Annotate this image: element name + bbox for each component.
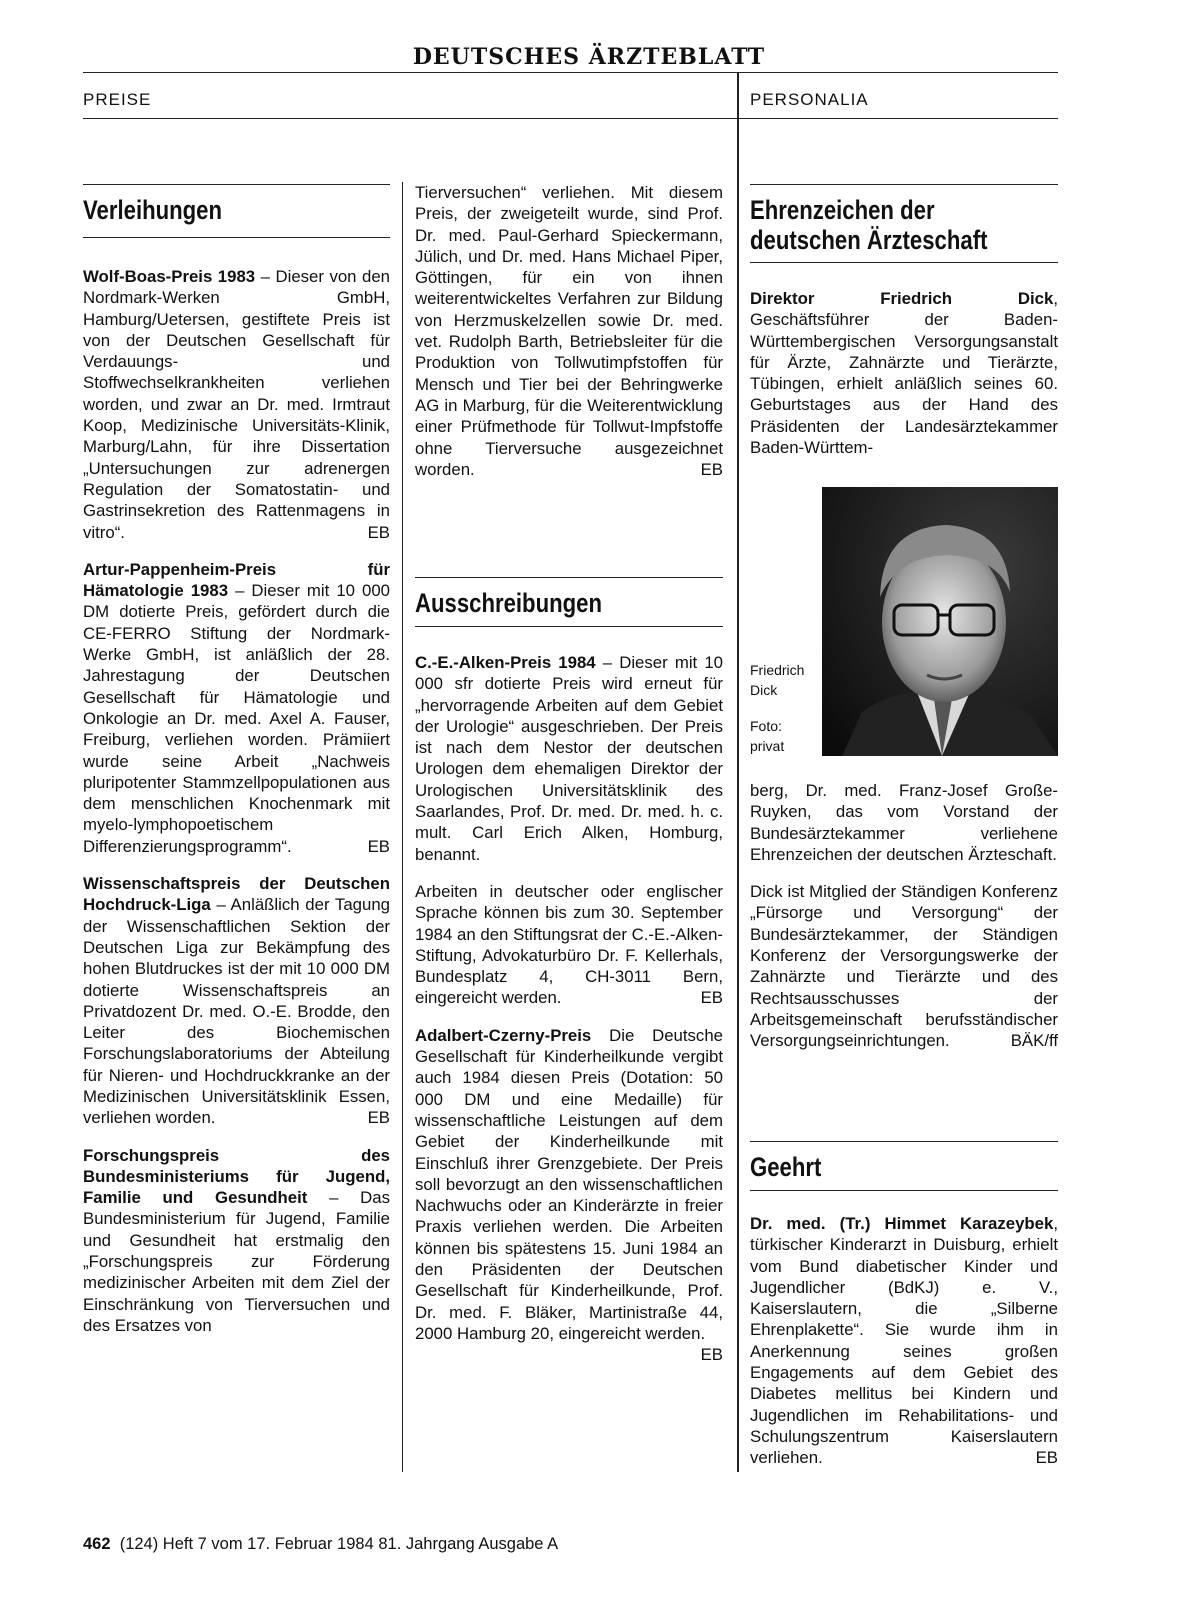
article-dick <box>750 288 1058 458</box>
masthead: DEUTSCHES ÄRZTEBLATT <box>412 44 766 70</box>
article-body: – Dieser mit 10 000 DM dotierte Preis, gefördert durch die CE-FERRO Stiftung der Nordmark-Werke GmbH, ist anläßlich der 28. Jahrestagung der Deutschen Gesellschaft für Hämatologie und Onkologie an Dr. med. Axel A. Fauser, Freiburg, verliehen worden. Prämiiert wurde seine Arbeit „Nachweis pluripotenter Stammzellpopulationen aus dem menschlichen Knochenmark mit myelo-lymphopoetischem Differenzierungsprogramm“. <box>83 581 391 856</box>
masthead-rule <box>83 72 1058 73</box>
article-pappenheim <box>83 559 390 857</box>
article-title: Direktor Friedrich Dick <box>750 289 1054 308</box>
heading-ehrenzeichen-line1: Ehrenzeichen der <box>750 195 935 225</box>
article-wolf-boas <box>83 266 390 543</box>
col3-heading-top-rule <box>750 184 1058 185</box>
article-body: Tierversuchen“ verliehen. Mit diesem Preis, der zweigeteilt wurde, sind Prof. Dr. med. Paul-Gerhard Spieckermann, Jülich, und Dr. med. Hans Michael Piper, Göttingen, für ein von ihnen weiterentwickeltes Verfahren zur Bildung von Herzmuskelzellen sowie Dr. med. vet. Rudolph Barth, Betriebsleiter für die Produktion von Tollwutimpfstoffen für Mensch und Tier bei der Behringwerke AG in Marburg, für die Weiterentwicklung einer Prüfmethode für Tollwut-Impfstoffe ohne Tierversuche ausgezeichnet worden. <box>415 183 723 479</box>
page-number: 462 <box>83 1535 111 1553</box>
author-signature: EB <box>1035 1448 1058 1468</box>
article-title: Dr. med. (Tr.) Himmet Karazeybek <box>750 1214 1054 1233</box>
col1-heading-top-rule <box>83 184 390 185</box>
article-karazeybek <box>750 1213 1058 1469</box>
heading-ehrenzeichen-line2: deutschen Ärzteschaft <box>750 225 988 255</box>
article-title: Wolf-Boas-Preis 1983 <box>83 267 256 286</box>
photo-caption-credit <box>750 716 784 756</box>
article-body: – Dieser mit 10 000 sfr dotierte Preis wird erneut für „hervorragende Arbeiten auf dem Gebiet der Urologie“ ausgeschrieben. Der Preis ist nach dem Nestor der deutschen Urologen dem ehemaligen Direktor der Urologischen Universitätsklinik des Saarlandes, Prof. Dr. med. Dr. med. h. c. mult. Carl Erich Alken, Homburg, benannt. <box>415 653 723 864</box>
author-signature: EB <box>367 836 390 856</box>
author-signature: EB <box>367 1108 390 1128</box>
author-signature: EB <box>367 522 390 542</box>
photo-caption-name <box>750 660 804 700</box>
article-body: Arbeiten in deutscher oder englischer Sprache können bis zum 30. September 1984 an den Stiftungsrat der C.-E.-Alken-Stiftung, Advokaturbüro Dr. F. Kellerhals, Bundesplatz 4, CH-3011 Bern, eingereicht werden. <box>415 881 723 1008</box>
article-forschungspreis-cont <box>415 182 723 480</box>
portrait-image <box>822 487 1058 756</box>
section-rule <box>83 118 1058 119</box>
section-label-personalia: PERSONALIA <box>750 90 869 109</box>
col2-heading <box>415 588 723 618</box>
article-body: , türkischer Kinderarzt in Duisburg, erhielt vom Bund diabetischer Kinder und Jugendlicher (BdKJ) e. V., Kaiserslautern, die „Silberne Ehrenplakette“. Sie wurde ihm in Anerkennung seines großen Engagements auf dem Gebiet des Diabetes mellitus bei Kindern und Jugendlichen im Rehabilitations- und Schulungszentrum Kaiserslautern verliehen. <box>750 1214 1058 1468</box>
article-czerny-preis <box>415 1025 723 1366</box>
heading-geehrt: Geehrt <box>750 1152 822 1182</box>
article-alken-einreichung <box>415 881 723 1009</box>
article-dick-mitglied <box>750 881 1058 1051</box>
column-2 <box>415 652 723 1382</box>
author-signature: EB <box>700 988 723 1008</box>
col3-heading2-top-rule <box>750 1141 1058 1142</box>
col3-heading2 <box>750 1152 1058 1182</box>
author-signature: EB <box>700 459 723 479</box>
caption-line: privat <box>750 738 785 754</box>
article-body: Dick ist Mitglied der Ständigen Konferenz „Fürsorge und Versorgung“ der Bundesärztekammer, der Ständigen Konferenz der Versorgungswerke der Zahnärzte und Tierärzte und des Rechtsausschusses der Arbeitsgemeinschaft berufsständischer Versorgungseinrichtungen. <box>750 882 1058 1051</box>
article-hochdruck-liga <box>83 873 390 1129</box>
article-title: Forschungspreis des Bundesministeriums für Jugend, Familie und Gesundheit <box>83 1145 390 1208</box>
section-label-preise: PREISE <box>83 90 152 109</box>
divider-col <box>402 182 403 1472</box>
article-body: Die Deutsche Gesellschaft für Kinderheilkunde vergibt auch 1984 diesen Preis (Dotation: 50 000 DM und eine Medaille) für wissenschaftliche Leistungen auf dem Gebiet der Kinderheilkunde mit Einschluß ihrer Grenzgebiete. Der Preis soll bevorzugt an den wissenschaftlichen Nachwuchs oder an Kinderärzte in freier Praxis verliehen werden. Die Arbeiten können bis spätestens 15. Juni 1984 an den Präsidenten der Deutschen Gesellschaft für Kinderheilkunde, Prof. Dr. med. F. Bläker, Martinistraße 44, 2000 Hamburg 20, eingereicht werden. <box>415 1025 723 1343</box>
col1-heading-bottom-rule <box>83 237 390 238</box>
col3-heading2-bottom-rule <box>750 1190 1058 1191</box>
column-3-top <box>750 288 1058 474</box>
caption-line: Friedrich <box>750 662 805 678</box>
col2-heading-top-rule <box>415 577 723 578</box>
author-signature: BÄK/ff <box>1010 1031 1058 1051</box>
heading-ausschreibungen: Ausschreibungen <box>415 588 602 618</box>
col2-heading-bottom-rule <box>415 626 723 627</box>
caption-line: Foto: <box>750 718 782 734</box>
portrait-photo <box>822 487 1058 756</box>
column-1 <box>83 266 390 1352</box>
page-footer <box>83 1535 558 1554</box>
column-3-mid <box>750 780 1058 1068</box>
article-body: – Anläßlich der Tagung der Wissenschaftlichen Sektion der Deutschen Liga zur Bekämpfung des hohen Blutdruckes ist der mit 10 000 DM dotierte Wissenschaftspreis an Privatdozent Dr. med. O.-E. Brodde, den Leiter des Biochemischen Forschungslaboratoriums der Abteilung für Nieren- und Hochdruckkranke an der Medizinischen Universitätsklinik Essen, verliehen worden. <box>83 895 390 1128</box>
divider-main <box>737 72 739 1472</box>
issue-info: (124) Heft 7 vom 17. Februar 1984 81. Jahrgang Ausgabe A <box>119 1535 559 1553</box>
article-body: – Dieser von den Nordmark-Werken GmbH, Hamburg/Uetersen, gestiftete Preis ist von der Deutschen Gesellschaft für Verdauungs- und Stoffwechselkrankheiten verliehen worden, und zwar an Dr. med. Irmtraut Koop, Medizinische Universitäts-Klinik, Marburg/Lahn, für ihre Dissertation „Untersuchungen zur adrenergen Regulation der Somatostatin- und Gastrinsekretion des Rattenmagens in vitro“. <box>83 267 391 542</box>
caption-line: Dick <box>750 682 778 698</box>
column-3-bottom <box>750 1213 1058 1485</box>
article-title: Wissenschaftspreis der Deutschen Hochdruck-Liga <box>83 874 390 915</box>
col3-heading-bottom-rule <box>750 262 1058 263</box>
article-forschungspreis <box>83 1145 390 1337</box>
article-body: berg, Dr. med. Franz-Josef Große-Ruyken, das vom Vorstand der Bundesärztekammer verliehene Ehrenzeichen der deutschen Ärzteschaft. <box>750 781 1058 864</box>
col1-heading <box>83 195 390 225</box>
article-title: Adalbert-Czerny-Preis <box>415 1025 592 1045</box>
col3-heading <box>750 195 1058 255</box>
article-dick-cont <box>750 780 1058 865</box>
column-2-top <box>415 182 723 496</box>
article-title: C.-E.-Alken-Preis 1984 <box>415 653 596 672</box>
article-body: , Geschäftsführer der Baden-Württembergischen Versorgungsanstalt für Ärzte, Zahnärzte und Tierärzte, Tübingen, erhielt anläßlich seines 60. Geburtstages aus der Hand des Präsidenten der Landesärztekammer Baden-Württem- <box>750 289 1058 458</box>
author-signature: EB <box>700 1345 723 1365</box>
article-title: Artur-Pappenheim-Preis für Hämatologie 1983 <box>83 559 390 601</box>
heading-verleihungen: Verleihungen <box>83 195 223 225</box>
article-alken-preis <box>415 652 723 865</box>
article-body: – Das Bundesministerium für Jugend, Familie und Gesundheit hat erstmalig den „Forschungspreis zur Förderung medizinischer Arbeiten mit dem Ziel der Einschränkung von Tierversuchen und des Ersatzes von <box>83 1188 390 1335</box>
